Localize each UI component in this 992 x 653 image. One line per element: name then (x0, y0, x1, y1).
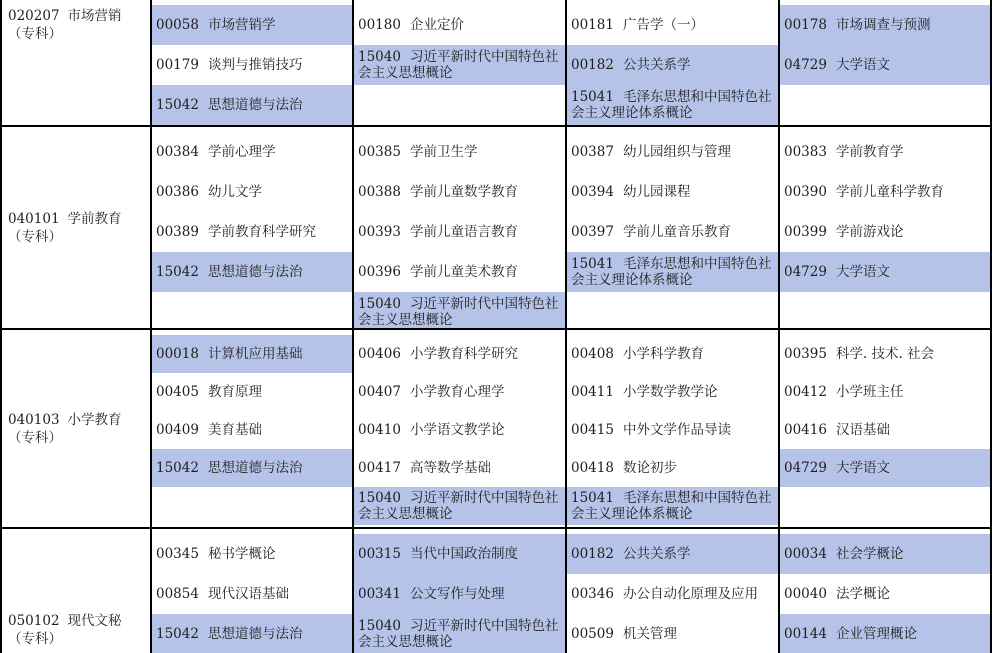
course-column (152, 0, 354, 125)
course-text (156, 626, 348, 642)
major-name: 小学教育 (67, 411, 122, 428)
course-code: 00040 (784, 586, 827, 602)
course-cell (354, 534, 565, 574)
course-name: 学前教育科学研究 (207, 224, 316, 240)
course-text (784, 184, 986, 200)
course-cell (354, 411, 565, 449)
course-name: 教育原理 (207, 384, 262, 400)
course-cell (567, 132, 778, 172)
course-text (784, 384, 986, 400)
major-level-text: （专科） (8, 26, 62, 42)
course-code: 15042 (156, 264, 199, 280)
course-code: 00178 (784, 17, 827, 33)
course-text (784, 546, 986, 562)
course-cell (354, 614, 565, 653)
course-code: 00854 (156, 586, 199, 602)
course-name: 市场营销学 (207, 17, 276, 33)
course-code: 15040 (358, 296, 401, 312)
course-text (571, 384, 774, 400)
course-code: 00396 (358, 264, 401, 280)
course-text (358, 144, 561, 160)
major-name: 市场营销 (67, 8, 122, 24)
course-code: 00393 (358, 224, 401, 240)
course-text (156, 586, 348, 602)
course-text (358, 618, 561, 650)
course-cell (780, 614, 990, 653)
course-text (358, 346, 561, 362)
course-cell (354, 449, 565, 487)
course-code: 15040 (358, 49, 401, 65)
course-code: 00181 (571, 17, 614, 33)
major-code: 040103 (8, 411, 60, 428)
major-level-text: （专科） (8, 631, 62, 647)
course-code: 00418 (571, 460, 614, 476)
course-text (571, 490, 774, 522)
course-cell (152, 252, 352, 292)
major-title (8, 210, 148, 228)
course-code: 00408 (571, 346, 614, 362)
course-column (354, 127, 567, 328)
course-text (156, 422, 348, 438)
course-code: 00389 (156, 224, 199, 240)
course-name: 办公自动化原理及应用 (622, 586, 758, 602)
course-column (780, 330, 990, 527)
course-text (358, 460, 561, 476)
course-name: 企业管理概论 (835, 626, 917, 642)
course-text (156, 97, 348, 113)
course-name: 毛泽东思想和中国特色社会主义理论体系概论 (571, 89, 772, 121)
course-text (784, 57, 986, 73)
course-code: 15040 (358, 490, 401, 506)
course-name: 科学. 技术. 社会 (835, 346, 935, 362)
course-cell (152, 335, 352, 373)
course-name: 企业定价 (409, 17, 464, 33)
course-text (156, 224, 348, 240)
course-cell (354, 487, 565, 525)
course-name: 大学语文 (835, 460, 890, 476)
course-cell (354, 373, 565, 411)
course-name: 数论初步 (622, 460, 677, 476)
course-code: 00034 (784, 546, 827, 562)
course-cell (152, 449, 352, 487)
course-text (358, 384, 561, 400)
course-text (156, 17, 348, 33)
course-name: 秘书学概论 (207, 546, 276, 562)
course-code: 00410 (358, 422, 401, 438)
course-column (567, 0, 780, 125)
course-name: 小学教育心理学 (409, 384, 505, 400)
course-text (156, 57, 348, 73)
course-name: 小学数学教学论 (622, 384, 718, 400)
major-title (8, 612, 148, 630)
course-text (571, 144, 774, 160)
major-name: 现代文秘 (67, 613, 122, 629)
course-name: 思想道德与法治 (207, 264, 303, 280)
course-cell (152, 5, 352, 45)
course-text (156, 184, 348, 200)
course-code: 00180 (358, 17, 401, 33)
course-cell (780, 373, 990, 411)
major-level-text: （专科） (8, 228, 62, 245)
course-code: 15040 (358, 618, 401, 634)
course-cell (780, 449, 990, 487)
course-cell (567, 172, 778, 212)
course-column (354, 0, 567, 125)
course-text (784, 422, 986, 438)
course-cell (567, 373, 778, 411)
major-row (2, 527, 990, 653)
course-name: 幼儿园课程 (622, 184, 691, 200)
course-name: 计算机应用基础 (207, 346, 303, 362)
course-name: 大学语文 (835, 57, 890, 73)
course-name: 学前游戏论 (835, 224, 904, 240)
course-code: 00179 (156, 57, 199, 73)
course-column (152, 529, 354, 653)
course-cell (567, 411, 778, 449)
course-code: 00387 (571, 144, 614, 160)
course-name: 毛泽东思想和中国特色社会主义理论体系概论 (571, 490, 772, 522)
major-level (8, 228, 148, 246)
course-code: 15041 (571, 89, 614, 105)
course-cell (780, 5, 990, 45)
course-code: 15041 (571, 256, 614, 272)
course-code: 00386 (156, 184, 199, 200)
course-name: 幼儿园组织与管理 (622, 144, 731, 160)
course-column (567, 330, 780, 527)
course-code: 00399 (784, 224, 827, 240)
course-cell (780, 172, 990, 212)
major-cell (2, 0, 152, 125)
major-cell (2, 529, 152, 653)
course-text (571, 57, 774, 73)
course-cell (354, 252, 565, 292)
course-code: 04729 (784, 264, 827, 280)
course-name: 市场调查与预测 (835, 17, 931, 33)
course-text (156, 384, 348, 400)
course-code: 00182 (571, 57, 614, 73)
course-text (784, 264, 986, 280)
course-code: 00412 (784, 384, 827, 400)
course-cell (354, 45, 565, 85)
course-text (358, 264, 561, 280)
course-name: 小学科学教育 (622, 346, 704, 362)
course-text (358, 17, 561, 33)
major-row (2, 0, 990, 125)
course-cell (780, 335, 990, 373)
course-text (571, 17, 774, 33)
course-cell (152, 45, 352, 85)
course-cell (780, 132, 990, 172)
course-name: 公共关系学 (622, 546, 691, 562)
course-name: 学前儿童美术教育 (409, 264, 518, 280)
course-code: 00144 (784, 626, 827, 642)
course-column (152, 127, 354, 328)
course-text (571, 546, 774, 562)
course-text (571, 346, 774, 362)
course-code: 00341 (358, 586, 401, 602)
course-cell (567, 574, 778, 614)
course-text (358, 224, 561, 240)
course-text (358, 546, 561, 562)
major-cell (2, 127, 152, 328)
course-name: 中外文学作品导读 (622, 422, 731, 438)
course-name: 现代汉语基础 (207, 586, 289, 602)
course-code: 00409 (156, 422, 199, 438)
course-code: 00394 (571, 184, 614, 200)
course-name: 学前儿童科学教育 (835, 184, 944, 200)
course-cell (152, 373, 352, 411)
course-code: 00388 (358, 184, 401, 200)
course-cell (354, 292, 565, 328)
course-cell (152, 85, 352, 125)
course-name: 学前心理学 (207, 144, 276, 160)
major-row (2, 125, 990, 328)
course-name: 思想道德与法治 (207, 460, 303, 476)
course-code: 00509 (571, 626, 614, 642)
course-name: 毛泽东思想和中国特色社会主义理论体系概论 (571, 256, 772, 288)
course-name: 广告学（一） (622, 17, 704, 33)
course-cell (780, 411, 990, 449)
course-name: 当代中国政治制度 (409, 546, 518, 562)
course-code: 15042 (156, 626, 199, 642)
course-cell (567, 5, 778, 45)
course-text (784, 460, 986, 476)
course-text (358, 490, 561, 522)
course-cell (780, 252, 990, 292)
major-level (8, 429, 148, 447)
course-name: 习近平新时代中国特色社会主义思想概论 (358, 618, 559, 650)
course-cell (152, 614, 352, 653)
course-code: 00018 (156, 346, 199, 362)
course-name: 习近平新时代中国特色社会主义思想概论 (358, 490, 559, 522)
course-column (780, 127, 990, 328)
course-cell (567, 534, 778, 574)
course-name: 学前儿童数学教育 (409, 184, 518, 200)
course-column (780, 529, 990, 653)
major-name: 学前教育 (67, 210, 122, 227)
course-text (571, 184, 774, 200)
course-cell (567, 487, 778, 525)
major-level (8, 25, 148, 43)
course-text (784, 17, 986, 33)
course-column (354, 330, 567, 527)
course-text (571, 224, 774, 240)
course-cell (152, 534, 352, 574)
course-text (156, 264, 348, 280)
course-cell (567, 45, 778, 85)
course-code: 15042 (156, 97, 199, 113)
course-cell (354, 574, 565, 614)
course-name: 公文写作与处理 (409, 586, 505, 602)
course-name: 小学语文教学论 (409, 422, 505, 438)
course-name: 学前卫生学 (409, 144, 478, 160)
course-cell (354, 172, 565, 212)
course-name: 社会学概论 (835, 546, 904, 562)
course-cell (354, 5, 565, 45)
course-column (567, 127, 780, 328)
course-text (358, 422, 561, 438)
course-cell (567, 614, 778, 653)
course-text (156, 546, 348, 562)
course-name: 思想道德与法治 (207, 97, 303, 113)
course-name: 汉语基础 (835, 422, 890, 438)
course-text (571, 89, 774, 121)
course-text (784, 224, 986, 240)
course-cell (354, 335, 565, 373)
course-code: 00416 (784, 422, 827, 438)
course-text (358, 49, 561, 81)
course-text (571, 586, 774, 602)
course-code: 04729 (784, 57, 827, 73)
course-column (152, 330, 354, 527)
course-code: 00346 (571, 586, 614, 602)
course-name: 学前教育学 (835, 144, 904, 160)
major-level (8, 630, 148, 648)
course-cell (780, 574, 990, 614)
course-text (784, 144, 986, 160)
course-name: 大学语文 (835, 264, 890, 280)
course-name: 美育基础 (207, 422, 262, 438)
course-column (354, 529, 567, 653)
course-text (784, 586, 986, 602)
course-column (567, 529, 780, 653)
course-code: 00383 (784, 144, 827, 160)
course-name: 机关管理 (622, 626, 677, 642)
course-code: 00411 (571, 384, 614, 400)
course-code: 00406 (358, 346, 401, 362)
course-text (358, 296, 561, 328)
major-cell (2, 330, 152, 527)
course-name: 习近平新时代中国特色社会主义思想概论 (358, 296, 559, 328)
course-cell (567, 252, 778, 292)
course-text (156, 144, 348, 160)
course-cell (780, 45, 990, 85)
major-level-text: （专科） (8, 429, 62, 446)
course-code: 00397 (571, 224, 614, 240)
course-code: 00058 (156, 17, 199, 33)
course-cell (567, 335, 778, 373)
course-text (571, 422, 774, 438)
course-cell (567, 212, 778, 252)
course-cell (152, 132, 352, 172)
course-code: 04729 (784, 460, 827, 476)
course-text (571, 256, 774, 288)
course-name: 小学教育科学研究 (409, 346, 518, 362)
course-name: 思想道德与法治 (207, 626, 303, 642)
course-cell (567, 449, 778, 487)
course-name: 法学概论 (835, 586, 890, 602)
course-cell (354, 132, 565, 172)
course-code: 15041 (571, 490, 614, 506)
course-text (784, 626, 986, 642)
course-cell (152, 574, 352, 614)
course-text (358, 184, 561, 200)
course-code: 15042 (156, 460, 199, 476)
major-title (8, 411, 148, 429)
course-cell (152, 172, 352, 212)
course-text (358, 586, 561, 602)
course-cell (567, 85, 778, 125)
course-name: 幼儿文学 (207, 184, 262, 200)
course-text (571, 460, 774, 476)
course-name: 公共关系学 (622, 57, 691, 73)
course-code: 00345 (156, 546, 199, 562)
course-text (156, 346, 348, 362)
course-code: 00395 (784, 346, 827, 362)
course-code: 00407 (358, 384, 401, 400)
course-code: 00384 (156, 144, 199, 160)
course-name: 谈判与推销技巧 (207, 57, 303, 73)
course-name: 小学班主任 (835, 384, 904, 400)
course-cell (780, 534, 990, 574)
course-column (780, 0, 990, 125)
course-cell (152, 411, 352, 449)
course-name: 学前儿童语言教育 (409, 224, 518, 240)
course-cell (780, 212, 990, 252)
course-text (156, 460, 348, 476)
course-cell (152, 212, 352, 252)
course-code: 00417 (358, 460, 401, 476)
course-code: 00315 (358, 546, 401, 562)
course-cell (354, 212, 565, 252)
course-name: 高等数学基础 (409, 460, 491, 476)
major-code: 020207 (8, 8, 60, 24)
course-code: 00405 (156, 384, 199, 400)
course-text (784, 346, 986, 362)
course-code: 00182 (571, 546, 614, 562)
course-code: 00415 (571, 422, 614, 438)
major-code: 050102 (8, 613, 60, 629)
course-text (571, 626, 774, 642)
course-code: 00385 (358, 144, 401, 160)
major-code: 040101 (8, 210, 60, 227)
major-row (2, 328, 990, 527)
course-name: 习近平新时代中国特色社会主义思想概论 (358, 49, 559, 81)
course-code: 00390 (784, 184, 827, 200)
major-title (8, 7, 148, 25)
course-name: 学前儿童音乐教育 (622, 224, 731, 240)
